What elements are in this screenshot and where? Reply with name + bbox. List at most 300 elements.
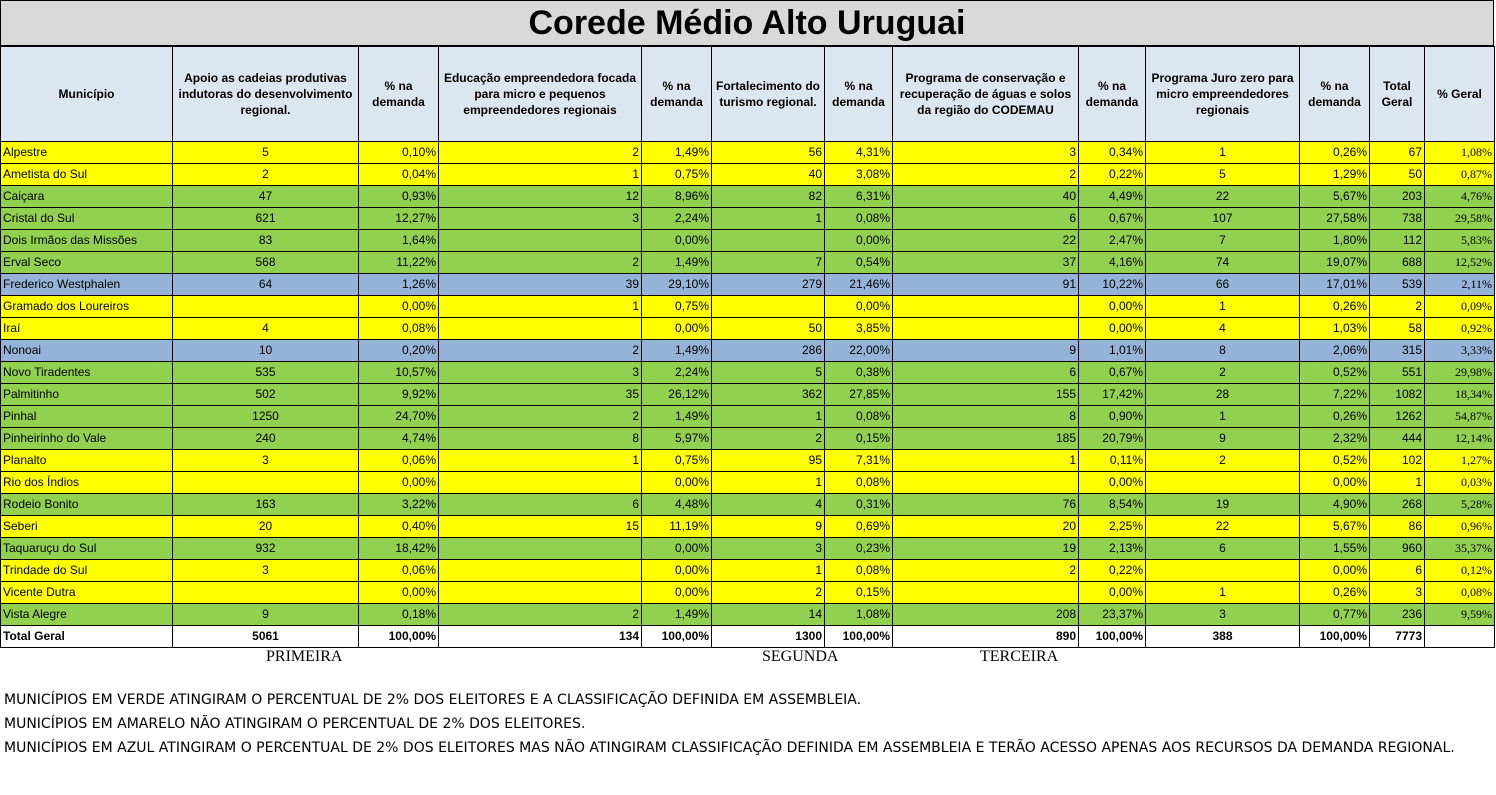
table-row bbox=[1, 340, 1495, 362]
table-row bbox=[1, 428, 1495, 450]
total-label: Total Geral bbox=[1, 626, 173, 648]
table-cell: 539 bbox=[1370, 274, 1425, 296]
table-row bbox=[1, 516, 1495, 538]
table-cell: 12 bbox=[439, 186, 642, 208]
table-cell: 40 bbox=[712, 164, 825, 186]
table-cell: 1250 bbox=[173, 406, 359, 428]
table-cell: 9 bbox=[893, 340, 1079, 362]
table-cell: 4,31% bbox=[825, 142, 893, 164]
table-cell: 0,08% bbox=[825, 406, 893, 428]
table-cell: 0,00% bbox=[642, 560, 712, 582]
table-cell: 0,00% bbox=[825, 230, 893, 252]
table-cell: 0,06% bbox=[359, 450, 439, 472]
table-cell: 39 bbox=[439, 274, 642, 296]
total-cell: 7773 bbox=[1370, 626, 1425, 648]
table-cell: 1 bbox=[1370, 472, 1425, 494]
header-total-geral: Total Geral bbox=[1370, 47, 1425, 142]
table-cell: 1,01% bbox=[1079, 340, 1146, 362]
table-cell: 28 bbox=[1146, 384, 1300, 406]
table-cell: 6 bbox=[439, 494, 642, 516]
municipio-cell: Dois Irmãos das Missões bbox=[1, 230, 173, 252]
table-cell: 1 bbox=[1146, 406, 1300, 428]
table-cell bbox=[173, 582, 359, 604]
table-cell: 502 bbox=[173, 384, 359, 406]
table-cell: 3 bbox=[1146, 604, 1300, 626]
table-cell: 2,13% bbox=[1079, 538, 1146, 560]
table-cell: 8 bbox=[439, 428, 642, 450]
table-row bbox=[1, 538, 1495, 560]
table-cell: 0,87% bbox=[1425, 164, 1495, 186]
table-cell: 112 bbox=[1370, 230, 1425, 252]
table-cell: 11,22% bbox=[359, 252, 439, 274]
table-row bbox=[1, 384, 1495, 406]
table-cell: 64 bbox=[173, 274, 359, 296]
table-cell: 86 bbox=[1370, 516, 1425, 538]
table-cell: 15 bbox=[439, 516, 642, 538]
table-cell: 102 bbox=[1370, 450, 1425, 472]
table-cell: 3,08% bbox=[825, 164, 893, 186]
table-cell: 0,75% bbox=[642, 296, 712, 318]
table-cell: 0,26% bbox=[1300, 582, 1370, 604]
table-cell: 2 bbox=[1370, 296, 1425, 318]
table-cell: 23,37% bbox=[1079, 604, 1146, 626]
table-row bbox=[1, 208, 1495, 230]
municipio-cell: Rio dos Índios bbox=[1, 472, 173, 494]
table-cell: 7,31% bbox=[825, 450, 893, 472]
municipio-cell: Trindade do Sul bbox=[1, 560, 173, 582]
table-cell: 2 bbox=[893, 164, 1079, 186]
table-row bbox=[1, 274, 1495, 296]
table-cell: 18,34% bbox=[1425, 384, 1495, 406]
table-cell: 50 bbox=[1370, 164, 1425, 186]
municipio-cell: Seberi bbox=[1, 516, 173, 538]
table-cell: 35,37% bbox=[1425, 538, 1495, 560]
table-cell: 932 bbox=[173, 538, 359, 560]
municipio-cell: Vicente Dutra bbox=[1, 582, 173, 604]
table-cell: 1,49% bbox=[642, 406, 712, 428]
table-cell: 74 bbox=[1146, 252, 1300, 274]
table-cell: 2 bbox=[1146, 362, 1300, 384]
table-cell: 2,11% bbox=[1425, 274, 1495, 296]
data-table bbox=[0, 46, 1495, 648]
table-cell: 4,49% bbox=[1079, 186, 1146, 208]
municipio-cell: Vista Alegre bbox=[1, 604, 173, 626]
table-cell: 17,01% bbox=[1300, 274, 1370, 296]
table-cell: 0,11% bbox=[1079, 450, 1146, 472]
table-cell bbox=[439, 582, 642, 604]
table-cell: 7 bbox=[712, 252, 825, 274]
table-row bbox=[1, 406, 1495, 428]
table-cell: 7,22% bbox=[1300, 384, 1370, 406]
table-cell: 9 bbox=[173, 604, 359, 626]
table-cell: 5,83% bbox=[1425, 230, 1495, 252]
table-cell: 1,08% bbox=[825, 604, 893, 626]
table-cell: 22 bbox=[1146, 186, 1300, 208]
table-cell: 7 bbox=[1146, 230, 1300, 252]
table-cell: 0,04% bbox=[359, 164, 439, 186]
table-cell: 5,67% bbox=[1300, 516, 1370, 538]
table-cell: 6 bbox=[1370, 560, 1425, 582]
table-cell: 1 bbox=[1146, 142, 1300, 164]
table-cell: 0,00% bbox=[642, 538, 712, 560]
table-cell: 286 bbox=[712, 340, 825, 362]
total-cell: 100,00% bbox=[642, 626, 712, 648]
table-cell: 568 bbox=[173, 252, 359, 274]
table-cell: 67 bbox=[1370, 142, 1425, 164]
table-cell: 208 bbox=[893, 604, 1079, 626]
table-cell: 19 bbox=[1146, 494, 1300, 516]
municipio-cell: Ametista do Sul bbox=[1, 164, 173, 186]
table-cell: 0,00% bbox=[1079, 582, 1146, 604]
table-cell: 1 bbox=[712, 560, 825, 582]
table-cell: 0,34% bbox=[1079, 142, 1146, 164]
table-cell: 95 bbox=[712, 450, 825, 472]
table-cell bbox=[893, 296, 1079, 318]
table-cell: 1 bbox=[439, 296, 642, 318]
table-cell: 6 bbox=[1146, 538, 1300, 560]
header-juro-zero: Programa Juro zero para micro empreendedores regionais bbox=[1146, 47, 1300, 142]
table-cell: 2,06% bbox=[1300, 340, 1370, 362]
total-row bbox=[1, 626, 1495, 648]
table-cell: 9 bbox=[1146, 428, 1300, 450]
table-cell: 24,70% bbox=[359, 406, 439, 428]
table-cell: 0,15% bbox=[825, 428, 893, 450]
table-cell: 0,22% bbox=[1079, 164, 1146, 186]
total-cell: 100,00% bbox=[359, 626, 439, 648]
table-cell: 0,00% bbox=[642, 582, 712, 604]
table-cell: 185 bbox=[893, 428, 1079, 450]
table-cell: 12,27% bbox=[359, 208, 439, 230]
table-cell: 2 bbox=[1146, 450, 1300, 472]
rank-label-terceira: TERCEIRA bbox=[980, 648, 1059, 665]
table-cell: 1,55% bbox=[1300, 538, 1370, 560]
table-cell bbox=[1146, 560, 1300, 582]
table-cell: 0,52% bbox=[1300, 362, 1370, 384]
table-cell: 5,28% bbox=[1425, 494, 1495, 516]
table-cell: 22,00% bbox=[825, 340, 893, 362]
header-municipio: Município bbox=[1, 47, 173, 142]
table-cell: 9,59% bbox=[1425, 604, 1495, 626]
table-row bbox=[1, 362, 1495, 384]
table-row bbox=[1, 604, 1495, 626]
table-cell: 0,00% bbox=[359, 472, 439, 494]
table-cell: 0,00% bbox=[359, 582, 439, 604]
header-educacao: Educação empreendedora focada para micro e pequenos empreendedores regionais bbox=[439, 47, 642, 142]
total-cell: 5061 bbox=[173, 626, 359, 648]
table-cell: 8 bbox=[893, 406, 1079, 428]
table-cell: 0,10% bbox=[359, 142, 439, 164]
table-cell bbox=[439, 318, 642, 340]
total-cell: 890 bbox=[893, 626, 1079, 648]
table-cell: 0,40% bbox=[359, 516, 439, 538]
table-cell: 1,49% bbox=[642, 142, 712, 164]
table-cell: 4,76% bbox=[1425, 186, 1495, 208]
table-cell: 66 bbox=[1146, 274, 1300, 296]
table-cell bbox=[439, 230, 642, 252]
table-cell: 4 bbox=[1146, 318, 1300, 340]
table-cell: 315 bbox=[1370, 340, 1425, 362]
table-row bbox=[1, 560, 1495, 582]
municipio-cell: Novo Tiradentes bbox=[1, 362, 173, 384]
table-cell: 362 bbox=[712, 384, 825, 406]
table-row bbox=[1, 582, 1495, 604]
table-cell: 82 bbox=[712, 186, 825, 208]
table-cell: 0,08% bbox=[825, 472, 893, 494]
table-cell: 0,06% bbox=[359, 560, 439, 582]
table-cell: 12,52% bbox=[1425, 252, 1495, 274]
table-cell: 4 bbox=[173, 318, 359, 340]
table-cell: 10,57% bbox=[359, 362, 439, 384]
table-cell: 2 bbox=[439, 406, 642, 428]
table-cell: 1,49% bbox=[642, 604, 712, 626]
table-cell: 3,22% bbox=[359, 494, 439, 516]
table-cell: 6 bbox=[893, 208, 1079, 230]
table-cell: 1 bbox=[893, 450, 1079, 472]
table-cell: 2,47% bbox=[1079, 230, 1146, 252]
table-cell: 3 bbox=[439, 208, 642, 230]
table-cell: 4,16% bbox=[1079, 252, 1146, 274]
municipio-cell: Frederico Westphalen bbox=[1, 274, 173, 296]
table-cell: 10 bbox=[173, 340, 359, 362]
table-cell: 279 bbox=[712, 274, 825, 296]
table-cell: 1 bbox=[712, 472, 825, 494]
table-cell: 9 bbox=[712, 516, 825, 538]
table-row bbox=[1, 318, 1495, 340]
table-cell: 19 bbox=[893, 538, 1079, 560]
table-cell: 0,75% bbox=[642, 450, 712, 472]
table-row bbox=[1, 230, 1495, 252]
table-cell bbox=[439, 560, 642, 582]
rank-label-primeira: PRIMEIRA bbox=[266, 648, 343, 665]
table-cell: 2 bbox=[439, 340, 642, 362]
total-cell: 1300 bbox=[712, 626, 825, 648]
total-cell: 100,00% bbox=[1300, 626, 1370, 648]
table-cell: 0,18% bbox=[359, 604, 439, 626]
municipio-cell: Cristal do Sul bbox=[1, 208, 173, 230]
municipio-cell: Caiçara bbox=[1, 186, 173, 208]
table-cell: 535 bbox=[173, 362, 359, 384]
table-cell: 4 bbox=[712, 494, 825, 516]
table-cell: 0,92% bbox=[1425, 318, 1495, 340]
table-cell: 155 bbox=[893, 384, 1079, 406]
table-cell bbox=[893, 318, 1079, 340]
table-cell: 18,42% bbox=[359, 538, 439, 560]
table-cell: 0,38% bbox=[825, 362, 893, 384]
total-cell: 134 bbox=[439, 626, 642, 648]
table-cell: 3,85% bbox=[825, 318, 893, 340]
table-cell: 107 bbox=[1146, 208, 1300, 230]
table-cell: 0,26% bbox=[1300, 142, 1370, 164]
table-cell: 21,46% bbox=[825, 274, 893, 296]
table-cell: 1,29% bbox=[1300, 164, 1370, 186]
table-cell: 37 bbox=[893, 252, 1079, 274]
table-cell: 47 bbox=[173, 186, 359, 208]
table-cell: 1 bbox=[1146, 296, 1300, 318]
table-cell: 14 bbox=[712, 604, 825, 626]
table-cell: 40 bbox=[893, 186, 1079, 208]
municipio-cell: Pinhal bbox=[1, 406, 173, 428]
municipio-cell: Gramado dos Loureiros bbox=[1, 296, 173, 318]
table-cell: 91 bbox=[893, 274, 1079, 296]
table-cell: 9,92% bbox=[359, 384, 439, 406]
table-cell: 3 bbox=[1370, 582, 1425, 604]
note-green: MUNICÍPIOS EM VERDE ATINGIRAM O PERCENTUAL DE 2% DOS ELEITORES E A CLASSIFICAÇÃO DEFINIDA EM ASSEMBLEIA. bbox=[4, 692, 862, 708]
municipio-cell: Erval Seco bbox=[1, 252, 173, 274]
table-cell: 3,33% bbox=[1425, 340, 1495, 362]
table-cell: 1,03% bbox=[1300, 318, 1370, 340]
table-cell: 29,58% bbox=[1425, 208, 1495, 230]
table-cell: 688 bbox=[1370, 252, 1425, 274]
table-cell: 3 bbox=[173, 450, 359, 472]
table-cell: 0,22% bbox=[1079, 560, 1146, 582]
table-cell: 20,79% bbox=[1079, 428, 1146, 450]
header-pct-demanda: % na demanda bbox=[1300, 47, 1370, 142]
table-cell: 0,00% bbox=[642, 230, 712, 252]
table-cell: 0,23% bbox=[825, 538, 893, 560]
table-cell: 0,90% bbox=[1079, 406, 1146, 428]
table-cell: 19,07% bbox=[1300, 252, 1370, 274]
table-cell bbox=[893, 472, 1079, 494]
table-cell: 1 bbox=[439, 450, 642, 472]
table-cell: 17,42% bbox=[1079, 384, 1146, 406]
header-pct-geral: % Geral bbox=[1425, 47, 1495, 142]
municipio-cell: Iraí bbox=[1, 318, 173, 340]
table-cell: 621 bbox=[173, 208, 359, 230]
table-cell: 5 bbox=[173, 142, 359, 164]
page-title-bar bbox=[0, 0, 1494, 46]
table-cell bbox=[439, 538, 642, 560]
table-cell: 738 bbox=[1370, 208, 1425, 230]
table-cell: 6,31% bbox=[825, 186, 893, 208]
table-cell: 4,48% bbox=[642, 494, 712, 516]
table-cell: 27,58% bbox=[1300, 208, 1370, 230]
table-cell: 0,00% bbox=[1300, 472, 1370, 494]
page-title: Corede Médio Alto Uruguai bbox=[528, 4, 966, 42]
table-cell: 2 bbox=[439, 252, 642, 274]
table-cell: 1 bbox=[1146, 582, 1300, 604]
header-pct-demanda: % na demanda bbox=[1079, 47, 1146, 142]
table-cell: 3 bbox=[173, 560, 359, 582]
table-cell: 0,00% bbox=[1079, 296, 1146, 318]
table-cell: 0,31% bbox=[825, 494, 893, 516]
legend-notes bbox=[4, 688, 1484, 760]
table-cell bbox=[712, 230, 825, 252]
table-cell: 0,15% bbox=[825, 582, 893, 604]
table-cell: 2 bbox=[712, 582, 825, 604]
table-cell: 0,00% bbox=[1079, 472, 1146, 494]
table-cell: 76 bbox=[893, 494, 1079, 516]
table-cell: 12,14% bbox=[1425, 428, 1495, 450]
table-cell: 268 bbox=[1370, 494, 1425, 516]
table-cell: 8 bbox=[1146, 340, 1300, 362]
table-cell: 236 bbox=[1370, 604, 1425, 626]
table-cell: 1 bbox=[712, 208, 825, 230]
header-conservacao: Programa de conservação e recuperação de águas e solos da região do CODEMAU bbox=[893, 47, 1079, 142]
table-cell: 20 bbox=[893, 516, 1079, 538]
table-cell: 22 bbox=[1146, 516, 1300, 538]
table-cell: 1082 bbox=[1370, 384, 1425, 406]
table-cell: 2,32% bbox=[1300, 428, 1370, 450]
table-cell: 1,49% bbox=[642, 340, 712, 362]
header-turismo: Fortalecimento do turismo regional. bbox=[712, 47, 825, 142]
table-cell: 1,27% bbox=[1425, 450, 1495, 472]
municipio-cell: Planalto bbox=[1, 450, 173, 472]
total-cell bbox=[1425, 626, 1495, 648]
table-cell: 0,00% bbox=[359, 296, 439, 318]
table-cell: 0,08% bbox=[359, 318, 439, 340]
table-cell: 444 bbox=[1370, 428, 1425, 450]
table-cell: 2,24% bbox=[642, 208, 712, 230]
table-cell: 5,97% bbox=[642, 428, 712, 450]
table-cell: 0,52% bbox=[1300, 450, 1370, 472]
municipio-cell: Pinheirinho do Vale bbox=[1, 428, 173, 450]
table-cell: 1,49% bbox=[642, 252, 712, 274]
table-cell: 0,08% bbox=[825, 208, 893, 230]
header-pct-demanda: % na demanda bbox=[825, 47, 893, 142]
table-cell: 2,25% bbox=[1079, 516, 1146, 538]
table-cell: 0,67% bbox=[1079, 208, 1146, 230]
total-cell: 388 bbox=[1146, 626, 1300, 648]
table-cell: 20 bbox=[173, 516, 359, 538]
table-cell: 11,19% bbox=[642, 516, 712, 538]
table-cell: 2 bbox=[893, 560, 1079, 582]
table-cell: 240 bbox=[173, 428, 359, 450]
table-cell: 50 bbox=[712, 318, 825, 340]
table-cell: 0,69% bbox=[825, 516, 893, 538]
table-cell: 551 bbox=[1370, 362, 1425, 384]
table-header-row bbox=[1, 47, 1495, 142]
table-cell: 56 bbox=[712, 142, 825, 164]
table-cell: 0,00% bbox=[642, 318, 712, 340]
table-cell: 1262 bbox=[1370, 406, 1425, 428]
table-cell bbox=[712, 296, 825, 318]
table-row bbox=[1, 142, 1495, 164]
table-cell: 2 bbox=[712, 428, 825, 450]
header-apoio-cadeias: Apoio as cadeias produtivas indutoras do desenvolvimento regional. bbox=[173, 47, 359, 142]
table-cell bbox=[173, 472, 359, 494]
table-cell: 0,93% bbox=[359, 186, 439, 208]
table-cell: 0,09% bbox=[1425, 296, 1495, 318]
table-cell: 0,08% bbox=[825, 560, 893, 582]
table-cell: 960 bbox=[1370, 538, 1425, 560]
table-cell: 3 bbox=[439, 362, 642, 384]
table-cell: 58 bbox=[1370, 318, 1425, 340]
table-cell: 8,54% bbox=[1079, 494, 1146, 516]
table-cell: 0,08% bbox=[1425, 582, 1495, 604]
municipio-cell: Palmitinho bbox=[1, 384, 173, 406]
table-cell: 0,00% bbox=[1300, 560, 1370, 582]
table-cell: 2 bbox=[439, 142, 642, 164]
table-cell: 0,67% bbox=[1079, 362, 1146, 384]
table-cell: 0,00% bbox=[1079, 318, 1146, 340]
municipio-cell: Rodeio Bonito bbox=[1, 494, 173, 516]
table-cell: 5,67% bbox=[1300, 186, 1370, 208]
table-cell: 2 bbox=[173, 164, 359, 186]
municipio-cell: Taquaruçu do Sul bbox=[1, 538, 173, 560]
table-cell: 4,74% bbox=[359, 428, 439, 450]
table-row bbox=[1, 494, 1495, 516]
table-cell: 29,10% bbox=[642, 274, 712, 296]
table-cell: 2 bbox=[439, 604, 642, 626]
total-cell: 100,00% bbox=[825, 626, 893, 648]
table-cell: 0,54% bbox=[825, 252, 893, 274]
note-blue: MUNICÍPIOS EM AZUL ATINGIRAM O PERCENTUAL DE 2% DOS ELEITORES MAS NÃO ATINGIRAM CLASSIFICAÇÃO DEFINIDA EM ASSEMBLEIA E TERÃO ACESSO APENAS AOS RECURSOS DA DEMANDA REGIONAL. bbox=[4, 740, 1455, 756]
table-cell: 1,08% bbox=[1425, 142, 1495, 164]
table-cell: 1,80% bbox=[1300, 230, 1370, 252]
table-cell bbox=[893, 582, 1079, 604]
table-cell: 0,00% bbox=[825, 296, 893, 318]
table-cell: 27,85% bbox=[825, 384, 893, 406]
